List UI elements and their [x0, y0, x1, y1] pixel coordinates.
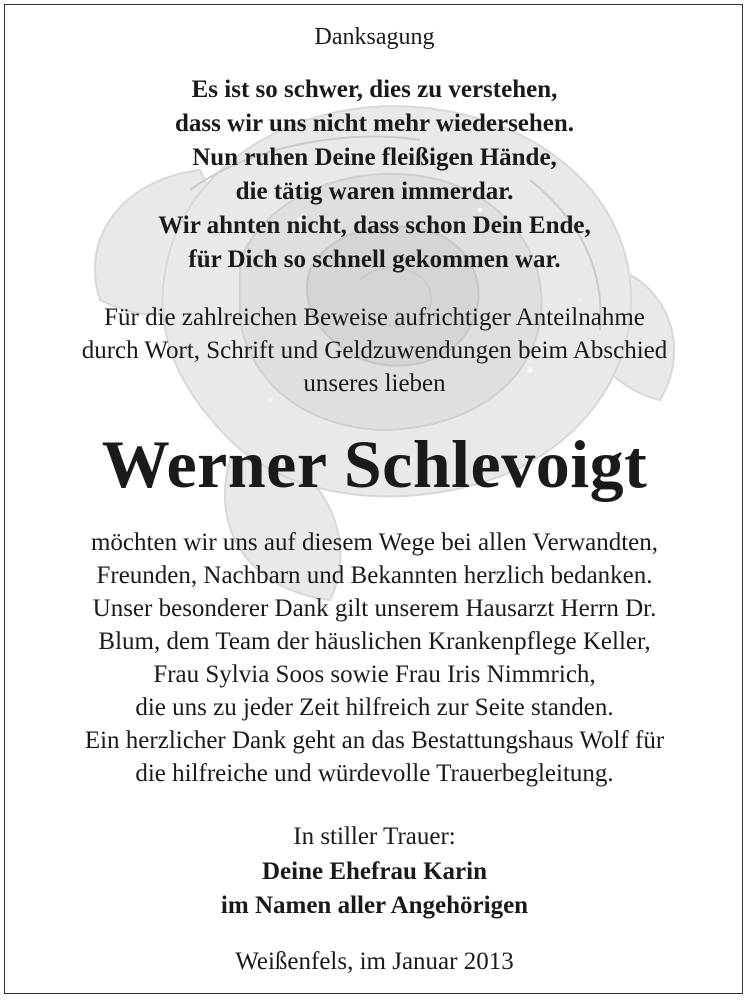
place-date: Weißenfels, im Januar 2013: [235, 948, 514, 975]
verse-line: Nun ruhen Deine fleißigen Hände,: [192, 144, 557, 171]
verse-line: Wir ahnten nicht, dass schon Dein Ende,: [158, 212, 591, 239]
body-line: Freunden, Nachbarn und Bekannten herzlich bedanken.: [96, 562, 653, 589]
intro-line: durch Wort, Schrift und Geldzuwendungen beim Abschied: [81, 337, 668, 364]
verse-line: dass wir uns nicht mehr wiedersehen.: [174, 110, 575, 137]
closing-line: In stiller Trauer:: [293, 823, 456, 850]
intro-line: unseres lieben: [303, 370, 446, 397]
body-line: Ein herzlicher Dank geht an das Bestattungshaus Wolf für: [84, 727, 665, 754]
verse-line: Es ist so schwer, dies zu verstehen,: [191, 76, 558, 103]
signatory-line: Deine Ehefrau Karin: [262, 858, 487, 885]
body-line: möchten wir uns auf diesem Wege bei allen Verwandten,: [90, 529, 659, 556]
deceased-name: Werner Schlevoigt: [101, 426, 648, 502]
intro-line: Für die zahlreichen Beweise aufrichtiger Anteilnahme: [104, 304, 645, 331]
body-line: Unser besonderer Dank gilt unserem Hausarzt Herrn Dr.: [92, 595, 657, 622]
verse-line: für Dich so schnell gekommen war.: [188, 246, 561, 273]
body-line: Blum, dem Team der häuslichen Krankenpflege Keller,: [98, 628, 651, 655]
notice-heading: Danksagung: [314, 24, 435, 50]
signatory-line: im Namen aller Angehörigen: [220, 892, 529, 919]
body-line: Frau Sylvia Soos sowie Frau Iris Nimmrich,: [153, 661, 596, 688]
body-line: die uns zu jeder Zeit hilfreich zur Seite standen.: [135, 694, 614, 721]
body-line: die hilfreiche und würdevolle Trauerbegleitung.: [135, 760, 614, 787]
verse-line: die tätig waren immerdar.: [235, 178, 514, 205]
